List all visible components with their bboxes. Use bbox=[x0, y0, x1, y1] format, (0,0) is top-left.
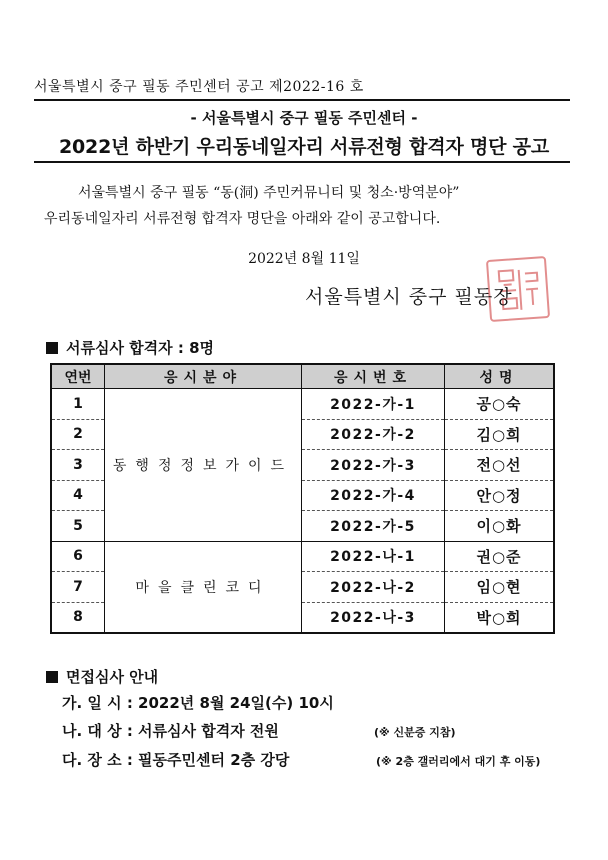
intro-text bbox=[44, 180, 564, 232]
interview-place-note: (※ 2층 갤러리에서 대기 후 이동) bbox=[376, 755, 541, 768]
row-no: 7 bbox=[51, 572, 105, 603]
table-row bbox=[51, 389, 554, 420]
applicant-name: 김○희 bbox=[445, 419, 555, 450]
intro-line-1: 서울특별시 중구 필동 “동(洞) 주민커뮤니티 및 청소·방역분야” bbox=[78, 185, 460, 201]
square-bullet-icon bbox=[46, 342, 58, 354]
subtitle: - 서울특별시 중구 필동 주민센터 - bbox=[190, 109, 418, 127]
row-no: 6 bbox=[51, 541, 105, 572]
interview-date: 가. 일 시 : 2022년 8월 24일(수) 10시 bbox=[62, 694, 334, 712]
issuer-name: 서울특별시 중구 필동장 bbox=[305, 286, 513, 308]
page-title: 2022년 하반기 우리동네일자리 서류전형 합격자 명단 공고 bbox=[59, 136, 549, 158]
applicant-name: 임○현 bbox=[445, 572, 555, 603]
applicant-name: 전○선 bbox=[445, 450, 555, 481]
row-no: 1 bbox=[51, 389, 105, 420]
table-row bbox=[51, 541, 554, 572]
section-title: 서류심사 합격자 : 8명 bbox=[66, 339, 215, 357]
applicant-code: 2022-나-1 bbox=[302, 541, 445, 572]
applicant-name: 공○숙 bbox=[445, 389, 555, 420]
field-name: 마을클린코디 bbox=[105, 541, 302, 633]
applicant-code: 2022-가-3 bbox=[302, 450, 445, 481]
announcement-date: 2022년 8월 11일 bbox=[248, 251, 360, 267]
results-table bbox=[50, 363, 555, 634]
notice-number: 서울특별시 중구 필동 주민센터 공고 제2022-16 호 bbox=[34, 79, 364, 95]
applicant-name: 권○준 bbox=[445, 541, 555, 572]
interview-place: 다. 장 소 : 필동주민센터 2층 강당 bbox=[62, 751, 290, 769]
header-field: 응시분야 bbox=[105, 364, 302, 389]
applicant-name: 안○정 bbox=[445, 480, 555, 511]
applicant-code: 2022-가-1 bbox=[302, 389, 445, 420]
square-bullet-icon bbox=[46, 671, 58, 683]
title-rule bbox=[34, 161, 570, 163]
top-rule bbox=[34, 99, 570, 101]
section-title: 면접심사 안내 bbox=[66, 668, 159, 686]
applicant-name: 이○화 bbox=[445, 511, 555, 542]
field-name: 동행정정보가이드 bbox=[105, 389, 302, 542]
header-code: 응시번호 bbox=[302, 364, 445, 389]
applicant-code: 2022-가-4 bbox=[302, 480, 445, 511]
section-interview bbox=[46, 666, 158, 687]
row-no: 2 bbox=[51, 419, 105, 450]
row-no: 5 bbox=[51, 511, 105, 542]
applicant-code: 2022-나-3 bbox=[302, 602, 445, 633]
header-no: 연번 bbox=[51, 364, 105, 389]
interview-target-note: (※ 신분증 지참) bbox=[374, 726, 456, 739]
applicant-code: 2022-나-2 bbox=[302, 572, 445, 603]
row-no: 3 bbox=[51, 450, 105, 481]
applicant-code: 2022-가-5 bbox=[302, 511, 445, 542]
interview-target: 나. 대 상 : 서류심사 합격자 전원 bbox=[62, 722, 279, 740]
applicant-code: 2022-가-2 bbox=[302, 419, 445, 450]
intro-line-2: 우리동네일자리 서류전형 합격자 명단을 아래와 같이 공고합니다. bbox=[44, 211, 441, 227]
section-document-results bbox=[46, 337, 214, 358]
table-header-row bbox=[51, 364, 554, 389]
row-no: 4 bbox=[51, 480, 105, 511]
row-no: 8 bbox=[51, 602, 105, 633]
applicant-name: 박○희 bbox=[445, 602, 555, 633]
header-name: 성명 bbox=[445, 364, 555, 389]
